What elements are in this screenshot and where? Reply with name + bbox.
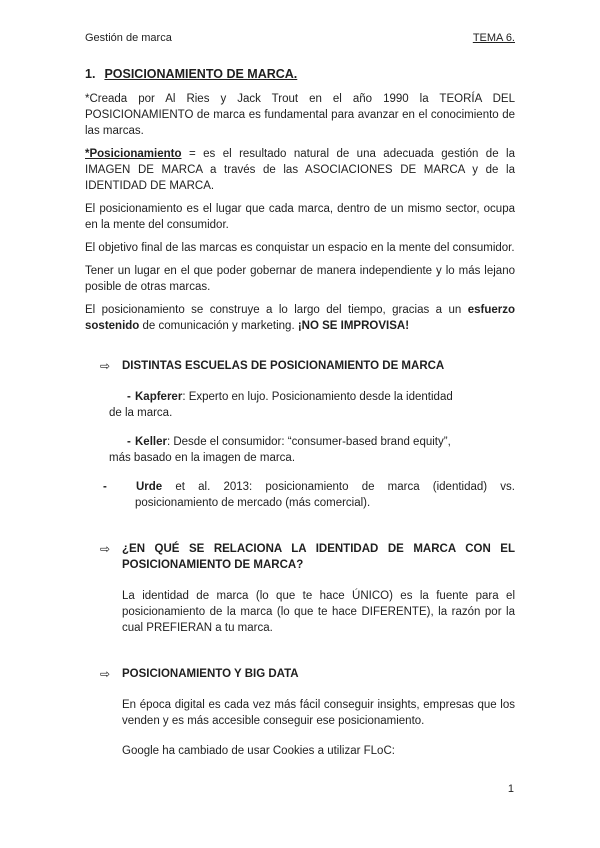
kapferer-line1: : Experto en lujo. Posicionamiento desde la identidad — [182, 391, 453, 403]
author-urde: Urde — [136, 481, 163, 493]
urde-text: et al. 2013: posicionamiento de marca (identidad) vs. posicionamiento de mercado (más comercial). — [135, 481, 515, 509]
paragraph-place-in-mind: El posicionamiento es el lugar que cada marca, dentro de un mismo sector, ocupa en la mente del consumidor. — [85, 203, 515, 231]
section-identidad-body — [122, 588, 515, 636]
keller-line2: más basado en la imagen de marca. — [109, 452, 296, 464]
section-identidad-title: ¿EN QUÉ SE RELACIONA LA IDENTIDAD DE MARCA CON EL POSICIONAMIENTO DE MARCA? — [122, 543, 515, 571]
paragraph-independent-place: Tener un lugar en el que poder gobernar de manera independiente y lo más lejano posible de otras marcas. — [85, 265, 515, 293]
section-identidad-heading — [100, 541, 515, 573]
paragraph-theory-origin: *Creada por Al Ries y Jack Trout en el año 1990 la TEORÍA DEL POSICIONAMIENTO de marca es fundamental para avanzar en el conocimiento de las marcas. — [85, 93, 515, 137]
page-number: 1 — [507, 783, 514, 795]
no-improvisa-bold: ¡NO SE IMPROVISA! — [297, 320, 410, 332]
header-tema-label: TEMA 6. — [472, 32, 515, 44]
section-bigdata-heading — [100, 666, 515, 682]
right-arrow-icon: ⇨ — [100, 359, 111, 373]
definition-text: = es el resultado natural de una adecuada gestión de la IMAGEN DE MARCA a través de las ASOCIACIONES DE MARCA y de la IDENTIDAD DE MARCA. — [85, 148, 515, 192]
term-posicionamiento: *Posicionamiento — [85, 148, 182, 160]
paragraph-identidad-fuente: La identidad de marca (lo que te hace ÚNICO) es la fuente para el posicionamiento de la marca (lo que te hace DIFERENTE), la razón por la cual PREFIERAN a tu marca. — [122, 590, 515, 634]
bullet-dash: - — [127, 391, 131, 403]
paragraph-sustained-effort — [85, 302, 515, 334]
paragraph-final-goal: El objetivo final de las marcas es conquistar un espacio en la mente del consumidor. — [85, 242, 515, 254]
section-bigdata-title: POSICIONAMIENTO Y BIG DATA — [122, 668, 299, 680]
heading-number: 1. — [85, 67, 96, 81]
author-kapferer: Kapferer — [135, 391, 183, 403]
heading-text: POSICIONAMIENTO DE MARCA. — [104, 67, 298, 81]
header-course-label: Gestión de marca — [85, 32, 172, 44]
kapferer-line2: de la marca. — [109, 407, 173, 419]
paragraph-google-floc: Google ha cambiado de usar Cookies a utilizar FLoC: — [122, 745, 395, 757]
author-keller: Keller — [135, 436, 167, 448]
section-identidad — [85, 541, 515, 636]
keller-line1: : Desde el consumidor: “consumer-based brand equity”, — [166, 436, 451, 448]
paragraph-epoca-digital: En época digital es cada vez más fácil conseguir insights, empresas que los venden y es más accesible conseguir ese posicionamiento. — [122, 699, 515, 727]
section-bigdata — [85, 666, 515, 759]
sustained-effort-text-b: de comunicación y marketing. — [139, 320, 298, 332]
bullet-dash: - — [127, 436, 131, 448]
section-escuelas-title: DISTINTAS ESCUELAS DE POSICIONAMIENTO DE MARCA — [122, 360, 445, 372]
sustained-effort-bold: esfuerzo sostenido — [85, 304, 515, 332]
bullet-dash: - — [103, 481, 107, 493]
bullet-urde — [103, 479, 515, 511]
paragraph-positioning-definition — [85, 146, 515, 194]
section-escuelas — [85, 358, 515, 511]
right-arrow-icon: ⇨ — [100, 667, 111, 681]
sustained-effort-text-a: El posicionamiento se construye a lo largo del tiempo, gracias a un — [85, 304, 468, 316]
bullet-kapferer — [109, 389, 515, 421]
main-heading — [85, 66, 515, 82]
right-arrow-icon: ⇨ — [100, 542, 111, 556]
section-escuelas-heading — [100, 358, 515, 374]
section-bigdata-body — [122, 697, 515, 759]
bullet-keller — [109, 434, 515, 466]
page-header — [85, 30, 515, 46]
